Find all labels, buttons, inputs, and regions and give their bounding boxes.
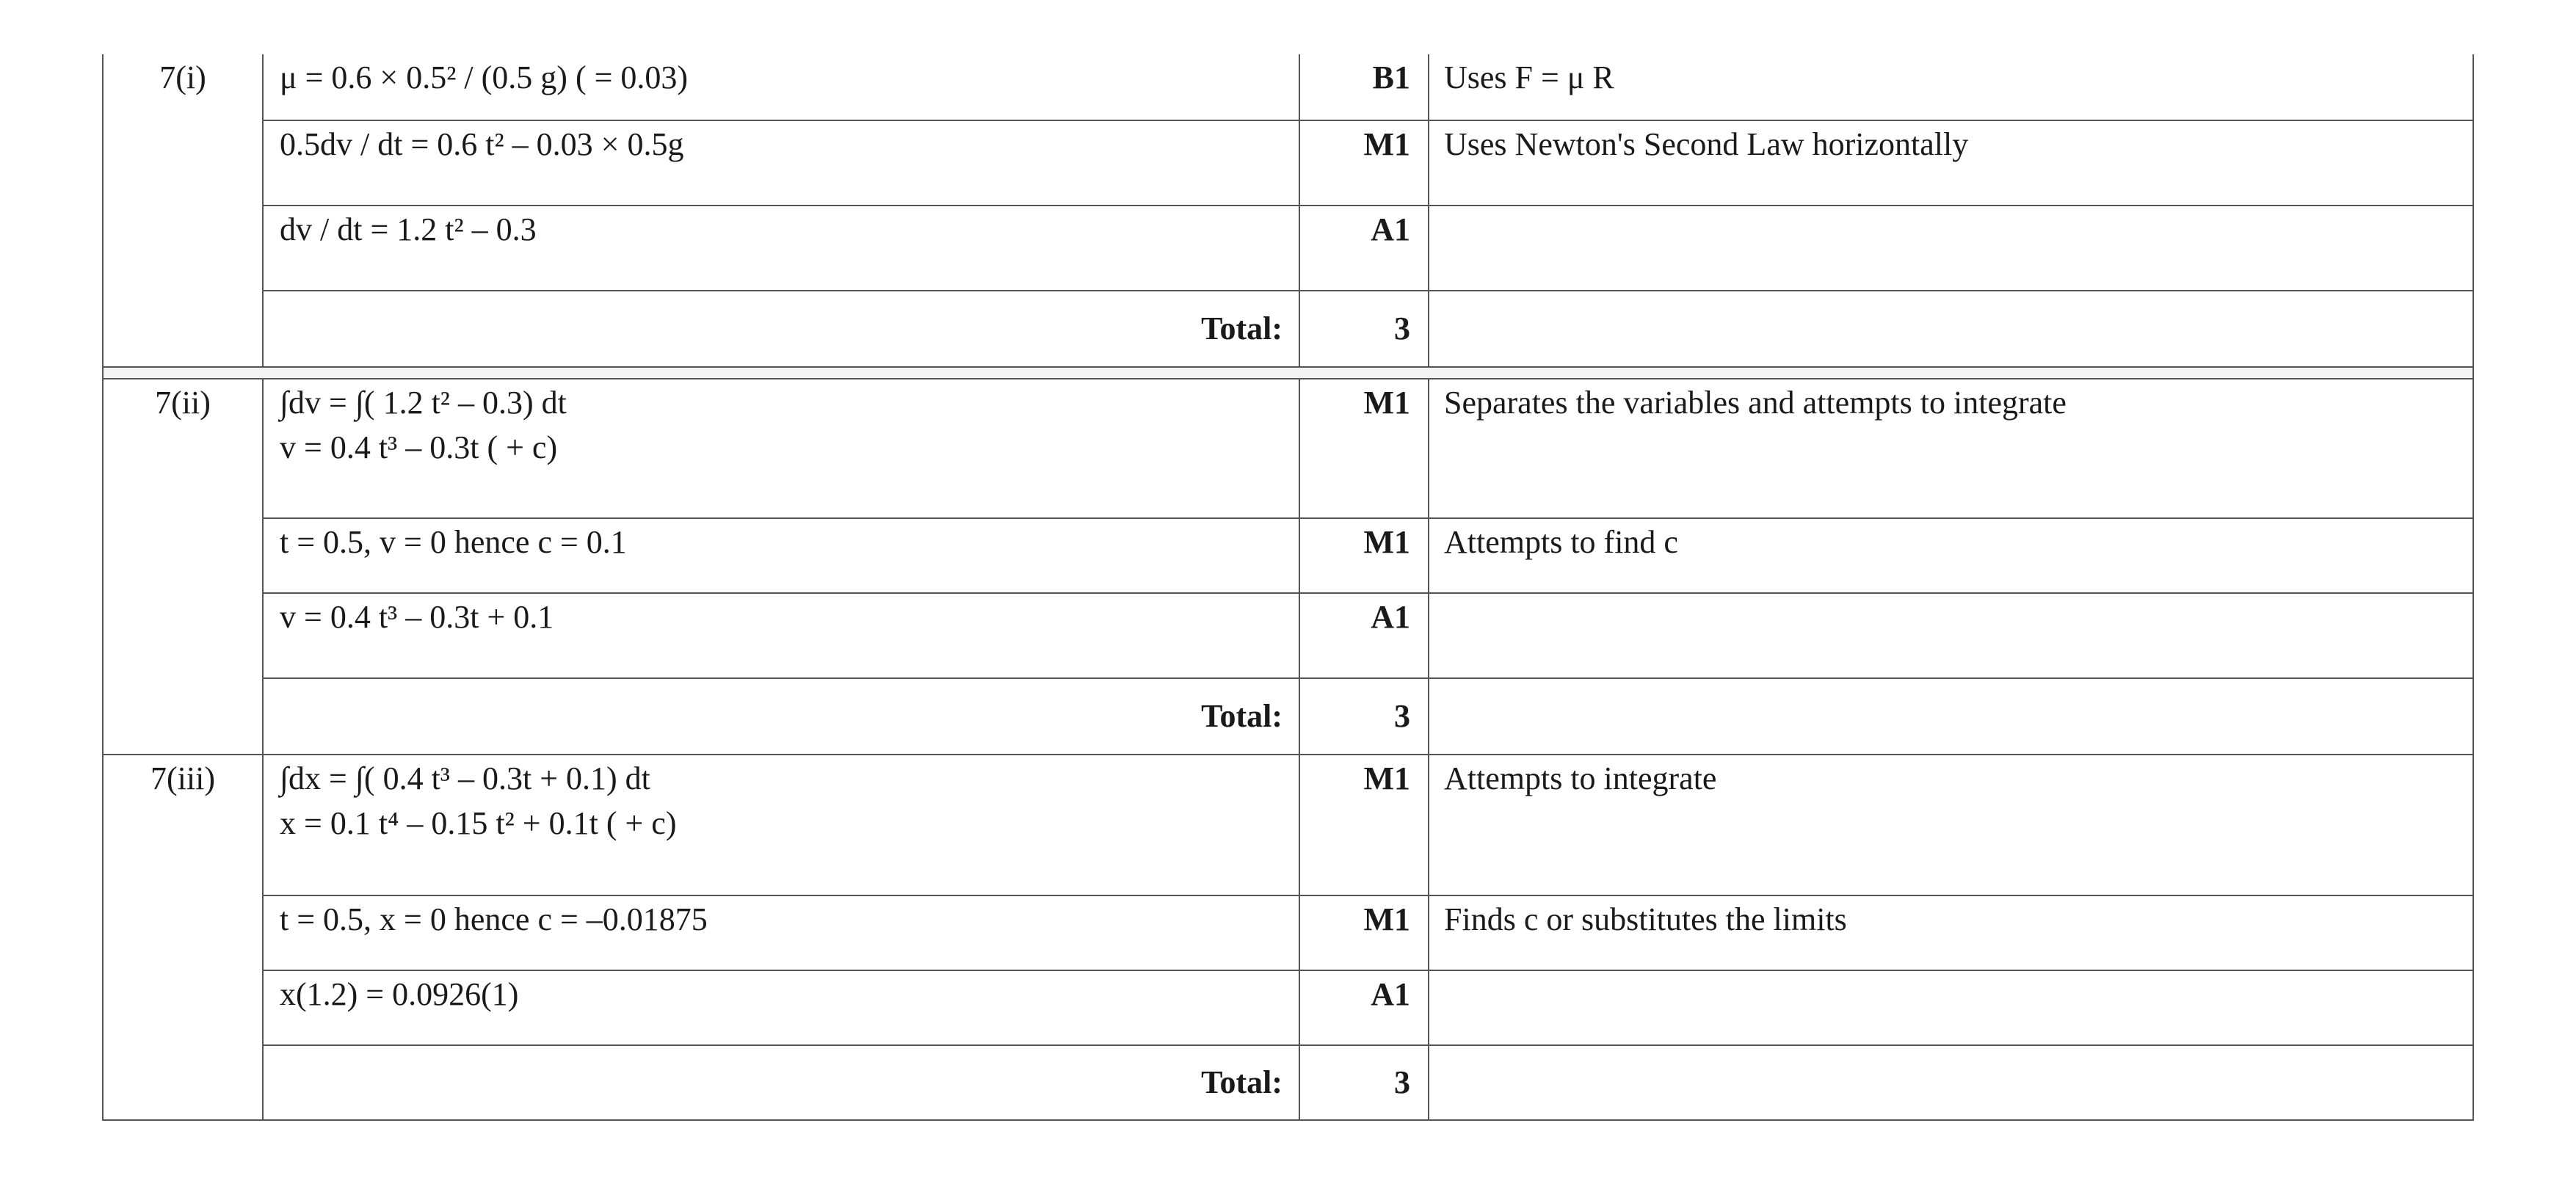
table-row bbox=[103, 54, 2473, 120]
total-row bbox=[103, 1045, 2473, 1120]
total-marks: 3 bbox=[1299, 1045, 1429, 1120]
total-marks: 3 bbox=[1299, 678, 1429, 755]
table-row bbox=[103, 518, 2473, 593]
table-row bbox=[103, 895, 2473, 970]
total-row bbox=[103, 678, 2473, 755]
answer-cell bbox=[263, 54, 1299, 120]
guidance-cell: Separates the variables and attempts to integrate bbox=[1429, 379, 2473, 518]
guidance-cell: Finds c or substitutes the limits bbox=[1429, 895, 2473, 970]
total-marks: 3 bbox=[1299, 291, 1429, 367]
mark-cell: M1 bbox=[1299, 518, 1429, 593]
table-row bbox=[103, 379, 2473, 518]
answer-cell bbox=[263, 120, 1299, 206]
guidance-cell bbox=[1429, 970, 2473, 1045]
answer-cell bbox=[263, 379, 1299, 518]
table-row bbox=[103, 206, 2473, 291]
answer-cell bbox=[263, 970, 1299, 1045]
mark-cell: B1 bbox=[1299, 54, 1429, 120]
table-row bbox=[103, 755, 2473, 895]
guidance-cell: Uses F = μ R bbox=[1429, 54, 2473, 120]
guidance-cell bbox=[1429, 291, 2473, 367]
total-label: Total: bbox=[263, 291, 1299, 367]
table-row bbox=[103, 970, 2473, 1045]
guidance-cell bbox=[1429, 1045, 2473, 1120]
total-row bbox=[103, 291, 2473, 367]
table-row bbox=[103, 593, 2473, 678]
answer-cell bbox=[263, 518, 1299, 593]
mark-scheme-table-container bbox=[102, 54, 2472, 1121]
guidance-cell bbox=[1429, 206, 2473, 291]
guidance-cell: Uses Newton's Second Law horizontally bbox=[1429, 120, 2473, 206]
answer-cell bbox=[263, 895, 1299, 970]
mark-cell: M1 bbox=[1299, 120, 1429, 206]
answer-cell bbox=[263, 593, 1299, 678]
table-row bbox=[103, 120, 2473, 206]
answer-line: t = 0.5, v = 0 hence c = 0.1 bbox=[280, 524, 627, 560]
guidance-cell bbox=[1429, 593, 2473, 678]
answer-line: t = 0.5, x = 0 hence c = –0.01875 bbox=[280, 901, 708, 937]
mark-cell: M1 bbox=[1299, 755, 1429, 895]
mark-scheme-table bbox=[102, 54, 2474, 1121]
section-divider bbox=[103, 367, 2473, 379]
mark-cell: A1 bbox=[1299, 206, 1429, 291]
total-label: Total: bbox=[263, 678, 1299, 755]
answer-line: μ = 0.6 × 0.5² / (0.5 g) ( = 0.03) bbox=[280, 59, 689, 95]
answer-line: x(1.2) = 0.0926(1) bbox=[280, 976, 519, 1012]
guidance-cell: Attempts to integrate bbox=[1429, 755, 2473, 895]
total-label: Total: bbox=[263, 1045, 1299, 1120]
mark-cell: M1 bbox=[1299, 379, 1429, 518]
guidance-cell bbox=[1429, 678, 2473, 755]
mark-cell: A1 bbox=[1299, 970, 1429, 1045]
question-number: 7(i) bbox=[103, 54, 263, 367]
answer-cell bbox=[263, 206, 1299, 291]
mark-cell: A1 bbox=[1299, 593, 1429, 678]
question-number: 7(ii) bbox=[103, 379, 263, 755]
answer-line: v = 0.4 t³ – 0.3t + 0.1 bbox=[280, 599, 554, 635]
answer-line: ∫dv = ∫( 1.2 t² – 0.3) dt bbox=[280, 385, 567, 421]
answer-line: x = 0.1 t⁴ – 0.15 t² + 0.1t ( + c) bbox=[280, 804, 677, 841]
answer-line: dv / dt = 1.2 t² – 0.3 bbox=[280, 211, 537, 247]
mark-cell: M1 bbox=[1299, 895, 1429, 970]
answer-line: v = 0.4 t³ – 0.3t ( + c) bbox=[280, 429, 558, 465]
answer-line: ∫dx = ∫( 0.4 t³ – 0.3t + 0.1) dt bbox=[280, 760, 650, 796]
question-number: 7(iii) bbox=[103, 755, 263, 1120]
answer-cell bbox=[263, 755, 1299, 895]
guidance-cell: Attempts to find c bbox=[1429, 518, 2473, 593]
section-divider-cell bbox=[103, 367, 2473, 379]
answer-line: 0.5dv / dt = 0.6 t² – 0.03 × 0.5g bbox=[280, 126, 684, 162]
